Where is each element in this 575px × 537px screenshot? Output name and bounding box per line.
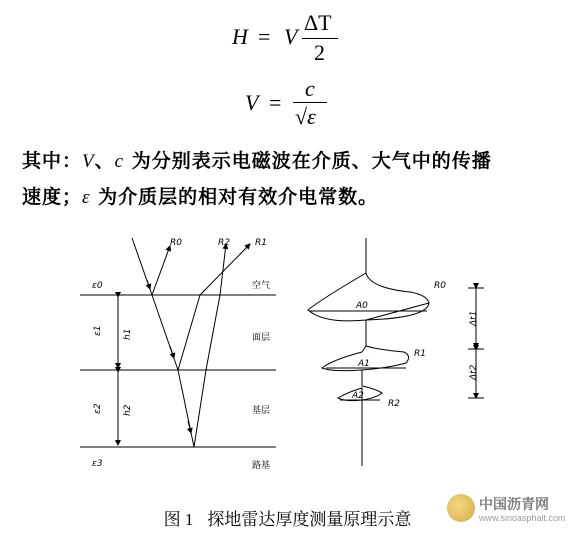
equation-thickness xyxy=(232,10,342,66)
eq2-denominator: √ε xyxy=(295,104,316,129)
watermark-name: 中国沥青网 xyxy=(479,497,549,513)
ray-r0 xyxy=(152,246,170,295)
eq2-equals: = xyxy=(269,90,282,115)
eq1-fraction-bar xyxy=(302,38,338,39)
watermark-url: www.sinoasphalt.com xyxy=(479,513,566,523)
eq1-numerator: ΔT xyxy=(304,10,332,35)
wave-label-r0: R0 xyxy=(434,281,446,291)
line1-suffix: 为分别表示电磁波在介质、大气中的传播 xyxy=(131,150,492,172)
wave-label-r1: R1 xyxy=(414,349,426,359)
watermark-logo-icon xyxy=(447,494,475,522)
eq2-lhs: V xyxy=(245,90,259,115)
var-c: c xyxy=(114,151,125,172)
ray-arrow-1 xyxy=(147,280,150,289)
var-v: V xyxy=(82,151,95,172)
var-sep: 、 xyxy=(94,150,115,172)
eq1-denominator: 2 xyxy=(314,40,325,65)
ray-label-r2: R2 xyxy=(218,238,230,248)
wave-label-dt2: Δt2 xyxy=(469,364,479,380)
epsilon-3: ε3 xyxy=(92,459,103,469)
line2-suffix: 为介质层的相对有效介电常数。 xyxy=(98,186,379,208)
wave-label-r2: R2 xyxy=(388,399,400,409)
equation-velocity xyxy=(245,76,335,132)
eq1-lhs: H xyxy=(232,24,248,49)
layer-surface: 面层 xyxy=(252,333,271,343)
wave-label-a1: A1 xyxy=(358,359,370,369)
paragraph-line-2 xyxy=(22,182,378,209)
gpr-diagram xyxy=(70,228,510,478)
ray-r2 xyxy=(194,244,226,447)
var-epsilon: ε xyxy=(82,187,91,208)
ray-incident xyxy=(132,238,194,447)
caption-text: 探地雷达厚度测量原理示意 xyxy=(207,510,412,530)
epsilon-2: ε2 xyxy=(93,403,103,414)
ray-label-r0: R0 xyxy=(170,238,182,248)
line1-prefix: 其中： xyxy=(22,150,83,172)
epsilon-1: ε1 xyxy=(93,325,103,336)
wave-label-dt1: Δt1 xyxy=(469,310,479,326)
ray-label-r1: R1 xyxy=(255,238,267,248)
eq1-equals: = xyxy=(258,24,271,49)
line2-prefix: 速度； xyxy=(22,186,83,208)
ray-r1 xyxy=(178,244,250,370)
layer-air: 空气 xyxy=(252,281,271,291)
ray-arrow-3 xyxy=(188,421,191,433)
eq2-numerator: c xyxy=(305,76,315,101)
layer-base: 基层 xyxy=(252,406,271,416)
caption-number: 图 1 xyxy=(163,510,194,529)
wave-label-a2: A2 xyxy=(352,391,364,401)
gpr-waveform xyxy=(308,238,429,466)
eq1-coef: V xyxy=(284,24,298,49)
wave-label-a0: A0 xyxy=(356,301,368,311)
thickness-h1: h1 xyxy=(123,328,133,340)
eq2-fraction-bar xyxy=(293,102,327,103)
epsilon-0: ε0 xyxy=(92,281,103,291)
layer-subgrade: 路基 xyxy=(252,461,271,471)
ray-arrow-2 xyxy=(170,346,174,358)
watermark xyxy=(447,492,565,526)
thickness-h2: h2 xyxy=(123,404,133,416)
paragraph-line-1 xyxy=(22,146,492,173)
